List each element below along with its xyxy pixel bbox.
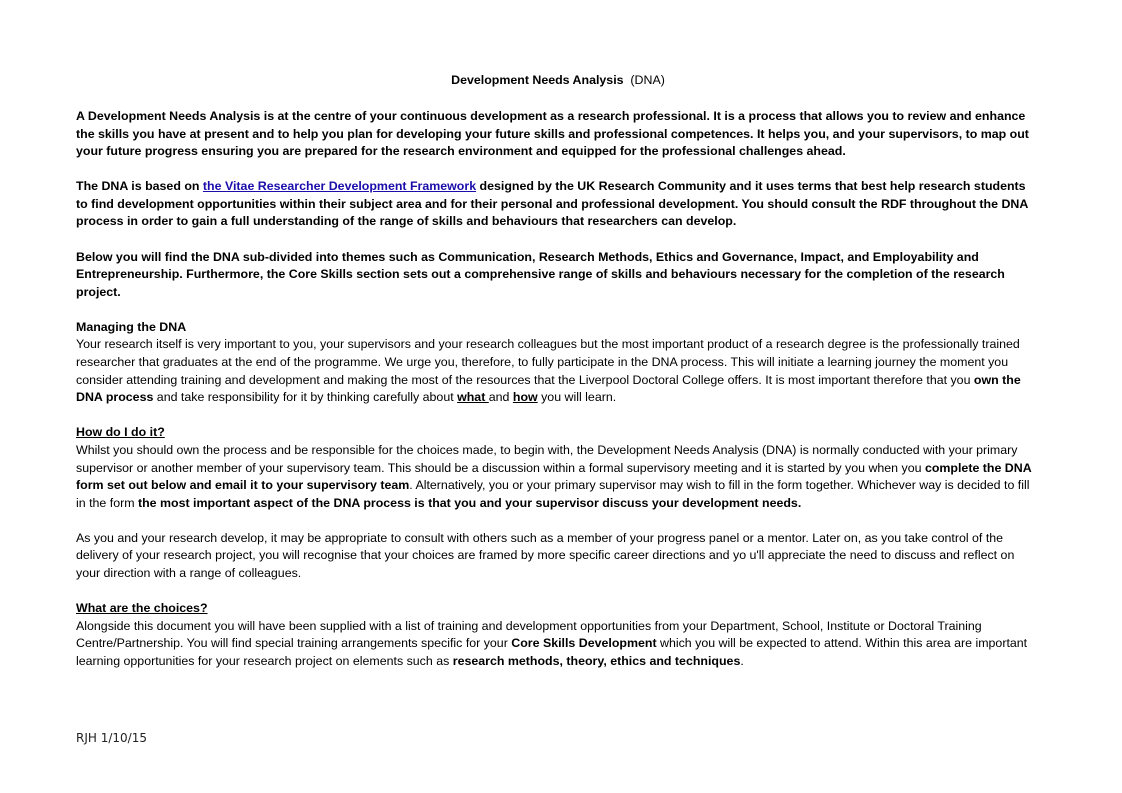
title-paren: (DNA) [630, 73, 665, 87]
managing-section [76, 319, 1040, 407]
managing-text-2: and take responsibility for it by thinking carefully about [153, 390, 458, 405]
choices-text-1: Alongside this document you will have been supplied with a list of training and development opportunities from your Department, School, Institute or Doctoral Training Centre/Partnership. You will find special training arrangements specific for your [76, 618, 982, 651]
document-page [76, 72, 1040, 688]
managing-and: and [488, 390, 513, 405]
intro-paragraph: A Development Needs Analysis is at the centre of your continuous development as a research professional. It is a process that allows you to review and enhance the skills you have at present and to help you plan for developing your future skills and professional competences. It helps you, and your supervisors, to map out your future progress ensuring you are prepared for the research environment and equipped for the professional challenges ahead. [76, 109, 1029, 159]
managing-text-1: Your research itself is very important to you, your supervisors and your research colleagues but the most important product of a research degree is the professionally trained researcher that graduates at the end of the programme. We urge you, therefore, to fully participate in the DNA process. This will initiate a learning journey the moment you consider attending training and development and making the most of the resources that the Liverpool Doctoral College offers. It is most important therefore that you [76, 337, 1020, 387]
vitae-rdf-link[interactable]: the Vitae Researcher Development Framework [202, 179, 477, 194]
choices-bold-methods: research methods, theory, ethics and techniques [452, 653, 741, 668]
based-on-paragraph [76, 178, 1040, 231]
how-bold-complete: complete the DNA form set out below and email it to your supervisory team [76, 460, 1032, 493]
themes-paragraph: Below you will find the DNA sub-divided into themes such as Communication, Research Methods, Ethics and Governance, Impact, and Employability and Entrepreneurship. Furthermore, the Core Skills section sets out a comprehensive range of skills and behaviours necessary for the completion of the research project. [76, 249, 1005, 299]
how-bold-important: the most important aspect of the DNA process is that you and your supervisor discuss your development needs. [137, 495, 802, 510]
based-on-before: The DNA is based on [76, 179, 203, 194]
choices-text-2: which you will be expected to attend. Within this area are important learning opportunities for your research project on elements such as [76, 636, 1028, 668]
title-text: Development Needs Analysis [451, 73, 624, 87]
choices-bold-core-skills: Core Skills Development [511, 636, 657, 651]
document-title [76, 72, 1040, 90]
based-on-after: designed by the UK Research Community and it uses terms that best help research students to find development opportunities within their subject area and for their personal and professional development. You should consult the RDF throughout the DNA process in order to gain a full understanding of the range of skills and behaviours that researchers can develop. [76, 179, 1028, 229]
managing-what: what [457, 390, 489, 405]
how-section [76, 424, 1040, 512]
choices-text-3: . [740, 653, 744, 668]
managing-heading: Managing the DNA [76, 319, 187, 334]
how-text-2: . Alternatively, you or your primary supervisor may wish to fill in the form together. Whichever way is decided to fill in the form [76, 478, 1030, 510]
managing-text-3: you will learn. [537, 390, 617, 405]
how-heading: How do I do it? [76, 425, 165, 440]
managing-how: how [512, 390, 538, 405]
develop-paragraph: As you and your research develop, it may be appropriate to consult with others such as a member of your progress panel or a mentor. Later on, as you take control of the delivery of your research project, you will recognise that your choices are framed by more specific career directions and yo u'll appreciate the need to discuss and reflect on your direction with a range of colleagues. [76, 530, 1015, 580]
how-text-1: Whilst you should own the process and be responsible for the choices made, to begin with, the Development Needs Analysis (DNA) is normally conducted with your primary supervisor or another member of your supervisory team. This should be a discussion within a formal supervisory meeting and it is started by you when you [76, 442, 1018, 475]
footer-note: RJH 1/10/15 [76, 731, 147, 745]
choices-section [76, 600, 1040, 670]
choices-heading: What are the choices? [76, 601, 208, 616]
managing-bold-own: own the DNA process [76, 372, 1021, 405]
